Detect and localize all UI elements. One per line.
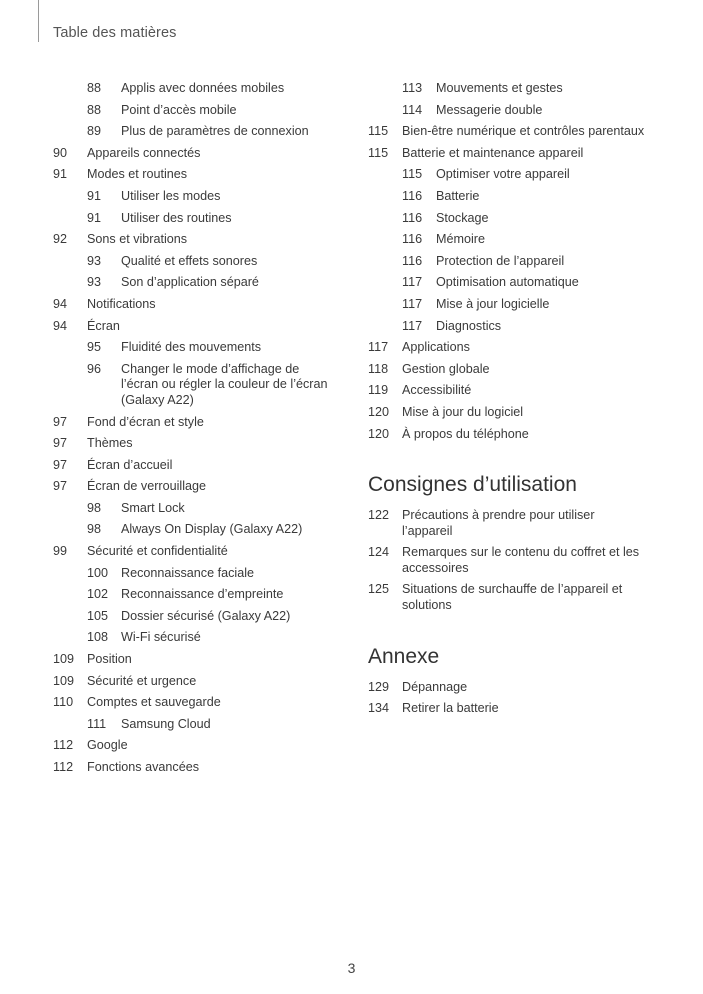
toc-entry-title: Diagnostics: [436, 318, 502, 333]
toc-entry-title: Sécurité et confidentialité: [87, 544, 228, 559]
toc-entry-title: Position: [87, 652, 132, 667]
toc-entry[interactable]: [53, 760, 353, 776]
toc-entry[interactable]: [53, 275, 353, 291]
toc-list-right: [368, 81, 668, 442]
toc-page-number: 98: [87, 522, 102, 537]
toc-entry[interactable]: [53, 319, 353, 335]
toc-entry[interactable]: [368, 582, 668, 613]
toc-page-number: 97: [53, 436, 68, 451]
toc-page-number: 115: [368, 145, 389, 160]
toc-page-number: 109: [53, 652, 75, 667]
toc-entry-title: Reconnaissance d’empreinte: [121, 587, 284, 602]
page-header-title: Table des matières: [53, 25, 177, 41]
toc-section-title: Annexe: [368, 644, 440, 668]
toc-page-number: 120: [368, 404, 390, 419]
toc-entry-title: Son d’application séparé: [121, 275, 259, 290]
toc-page-number: 122: [368, 508, 390, 523]
toc-entry-title: Fonctions avancées: [87, 760, 200, 774]
toc-entry[interactable]: [368, 340, 668, 356]
toc-page-number: 94: [53, 318, 68, 333]
toc-entry-title: À propos du téléphone: [402, 426, 529, 441]
toc-entry-title: Notifications: [87, 296, 156, 311]
toc-page-number: 117: [402, 318, 423, 333]
toc-entry-title: Optimiser votre appareil: [436, 167, 570, 182]
toc-page-number: 102: [87, 587, 109, 602]
toc-entry[interactable]: [53, 544, 353, 560]
toc-page-number: 100: [87, 565, 109, 580]
toc-page-number: 109: [53, 673, 75, 688]
toc-entry[interactable]: [368, 297, 668, 313]
toc-entry[interactable]: [53, 501, 353, 517]
toc-page-number: 90: [53, 145, 68, 160]
toc-page-number: 118: [368, 361, 389, 376]
toc-entry[interactable]: [368, 680, 668, 696]
toc-page-number: 91: [53, 167, 68, 182]
toc-page-number: 88: [87, 81, 102, 95]
toc-entry[interactable]: [53, 415, 353, 431]
toc-entry-title: Batterie et maintenance appareil: [402, 145, 584, 160]
toc-section-title: Consignes d’utilisation: [368, 473, 577, 497]
toc-entry[interactable]: [368, 124, 668, 140]
toc-entry[interactable]: [368, 362, 668, 378]
toc-page-number: 117: [402, 275, 423, 290]
toc-page-number: 105: [87, 608, 109, 623]
toc-entry-title: Dépannage: [402, 679, 468, 694]
toc-entry[interactable]: [53, 340, 353, 356]
toc-entry[interactable]: [53, 81, 353, 97]
toc-entry[interactable]: [53, 695, 353, 711]
toc-entry[interactable]: [53, 479, 353, 495]
toc-entry[interactable]: [53, 254, 353, 270]
toc-page-number: 97: [53, 414, 68, 429]
toc-entry[interactable]: [53, 189, 353, 205]
toc-page-number: 116: [402, 253, 423, 268]
toc-page-number: 97: [53, 457, 68, 472]
toc-entry-title: Mise à jour logicielle: [436, 296, 550, 311]
toc-page-number: 116: [402, 188, 423, 203]
toc-page-number: 99: [53, 544, 68, 559]
toc-entry-title: Sons et vibrations: [87, 232, 188, 247]
toc-page-number: 116: [402, 232, 423, 247]
toc-entry-title: Écran d’accueil: [87, 457, 173, 472]
toc-entry-title: Applis avec données mobiles: [121, 81, 285, 95]
toc-entry[interactable]: [368, 167, 668, 183]
toc-page-number: 108: [87, 630, 109, 645]
toc-column-right: [368, 81, 668, 723]
toc-entry[interactable]: [53, 232, 353, 248]
toc-sections: [368, 472, 668, 717]
toc-entry-title: Retirer la batterie: [402, 701, 499, 716]
toc-page-number: 96: [87, 361, 102, 376]
toc-entry[interactable]: [53, 124, 353, 140]
toc-entry[interactable]: [53, 297, 353, 313]
toc-page-number: 93: [87, 253, 102, 268]
toc-entry-title: Utiliser les modes: [121, 188, 221, 203]
toc-entry-title: Batterie: [436, 188, 480, 203]
toc-section: [368, 472, 668, 614]
toc-page-number: 119: [368, 383, 389, 398]
toc-page-number: 94: [53, 296, 68, 311]
toc-page-number: 120: [368, 426, 390, 441]
toc-entry-title: Comptes et sauvegarde: [87, 695, 221, 710]
toc-entry-title: Situations de surchauffe de l’appareil et solutions: [402, 582, 623, 613]
toc-entry-title: Qualité et effets sonores: [121, 253, 258, 268]
toc-entry-title: Utiliser des routines: [121, 210, 232, 225]
toc-entry-title: Dossier sécurisé (Galaxy A22): [121, 608, 291, 623]
toc-entry-title: Mémoire: [436, 232, 485, 247]
toc-page-number: 117: [368, 340, 389, 355]
toc-entry[interactable]: [368, 319, 668, 335]
toc-entry-title: Fond d’écran et style: [87, 414, 204, 429]
toc-entry[interactable]: [53, 522, 353, 538]
toc-entry[interactable]: [53, 587, 353, 603]
toc-entry[interactable]: [53, 458, 353, 474]
toc-page-number: 89: [87, 124, 102, 139]
toc-entry[interactable]: [53, 566, 353, 582]
toc-entry[interactable]: [53, 103, 353, 119]
toc-entry[interactable]: [53, 674, 353, 690]
toc-page-number: 95: [87, 340, 102, 355]
toc-entry-title: Plus de paramètres de connexion: [121, 124, 309, 139]
toc-entry-title: Sécurité et urgence: [87, 673, 197, 688]
toc-page-number: 112: [53, 738, 74, 753]
toc-entry-title: Modes et routines: [87, 167, 188, 182]
toc-page-number: 112: [53, 760, 74, 774]
toc-entry-title: Accessibilité: [402, 383, 472, 398]
toc-entry[interactable]: [53, 717, 353, 733]
header-rule: [38, 0, 39, 42]
toc-page-number: 111: [87, 716, 107, 731]
toc-page-number: 117: [402, 296, 423, 311]
toc-entry[interactable]: [368, 427, 668, 443]
toc-entry[interactable]: [368, 211, 668, 227]
toc-entry[interactable]: [53, 652, 353, 668]
toc-page-number: 115: [368, 124, 389, 139]
toc-entry-title: Écran de verrouillage: [87, 479, 207, 494]
toc-column-left: [53, 81, 353, 782]
toc-entry[interactable]: [368, 189, 668, 205]
toc-entry-title: Précautions à prendre pour utiliser l’appareil: [402, 508, 595, 538]
toc-entry[interactable]: [53, 630, 353, 646]
toc-entry[interactable]: [368, 232, 668, 248]
toc-entry[interactable]: [368, 254, 668, 270]
toc-entry[interactable]: [53, 609, 353, 625]
toc-page-number: 98: [87, 500, 102, 515]
toc-entry[interactable]: [53, 211, 353, 227]
toc-entry-title: Stockage: [436, 210, 489, 225]
toc-entry-title: Appareils connectés: [87, 145, 201, 160]
toc-page-number: 113: [402, 81, 423, 95]
toc-entry-title: Gestion globale: [402, 361, 490, 376]
toc-entry-title: Messagerie double: [436, 102, 543, 117]
toc-entry[interactable]: [53, 738, 353, 754]
toc-entry[interactable]: [368, 383, 668, 399]
toc-entry[interactable]: [368, 103, 668, 119]
toc-section: [368, 644, 668, 717]
toc-entry[interactable]: [53, 436, 353, 452]
toc-entry-title: Bien-être numérique et contrôles parentaux: [402, 124, 645, 139]
toc-page-number: 93: [87, 275, 102, 290]
toc-entry[interactable]: [368, 701, 668, 717]
toc-page-number: 116: [402, 210, 423, 225]
toc-entry[interactable]: [368, 405, 668, 421]
toc-entry-title: Fluidité des mouvements: [121, 340, 261, 355]
toc-entry-title: Google: [87, 738, 128, 753]
toc-entry[interactable]: [53, 362, 353, 409]
toc-page-number: 129: [368, 679, 390, 694]
toc-entry-title: Changer le mode d’affichage de l’écran ou régler la couleur de l’écran (Galaxy A22): [121, 361, 328, 407]
toc-entry-title: Mise à jour du logiciel: [402, 404, 524, 419]
toc-entry-title: Wi-Fi sécurisé: [121, 630, 201, 645]
toc-entry[interactable]: [368, 275, 668, 291]
toc-page-number: 134: [368, 701, 390, 716]
toc-entry[interactable]: [368, 146, 668, 162]
toc-entry-title: Optimisation automatique: [436, 275, 579, 290]
toc-page-number: 114: [402, 102, 423, 117]
toc-entry-title: Applications: [402, 340, 470, 355]
toc-page-number: 92: [53, 232, 68, 247]
toc-entry-title: Mouvements et gestes: [436, 81, 563, 95]
toc-page-number: 110: [53, 695, 74, 710]
toc-page-number: 115: [402, 167, 423, 182]
toc-entry-title: Protection de l’appareil: [436, 253, 565, 268]
toc-page-number: 91: [87, 210, 102, 225]
toc-page-number: 91: [87, 188, 102, 203]
toc-entry[interactable]: [53, 146, 353, 162]
toc-entry[interactable]: [368, 545, 668, 576]
toc-entry-title: Reconnaissance faciale: [121, 565, 255, 580]
toc-entry-title: Always On Display (Galaxy A22): [121, 522, 303, 537]
toc-page-number: 88: [87, 102, 102, 117]
toc-entry[interactable]: [368, 81, 668, 97]
toc-entry-title: Samsung Cloud: [121, 716, 211, 731]
toc-page-number: 124: [368, 545, 390, 560]
toc-entry-title: Remarques sur le contenu du coffret et les accessoires: [402, 545, 640, 575]
toc-entry-title: Smart Lock: [121, 500, 185, 515]
toc-page-number: 97: [53, 479, 68, 494]
page-number: 3: [347, 960, 356, 976]
toc-entry-title: Écran: [87, 318, 120, 333]
toc-entry[interactable]: [368, 508, 668, 539]
toc-page-number: 125: [368, 582, 390, 597]
toc-entry-title: Thèmes: [87, 436, 133, 451]
toc-entry-title: Point d’accès mobile: [121, 102, 237, 117]
toc-entry[interactable]: [53, 167, 353, 183]
